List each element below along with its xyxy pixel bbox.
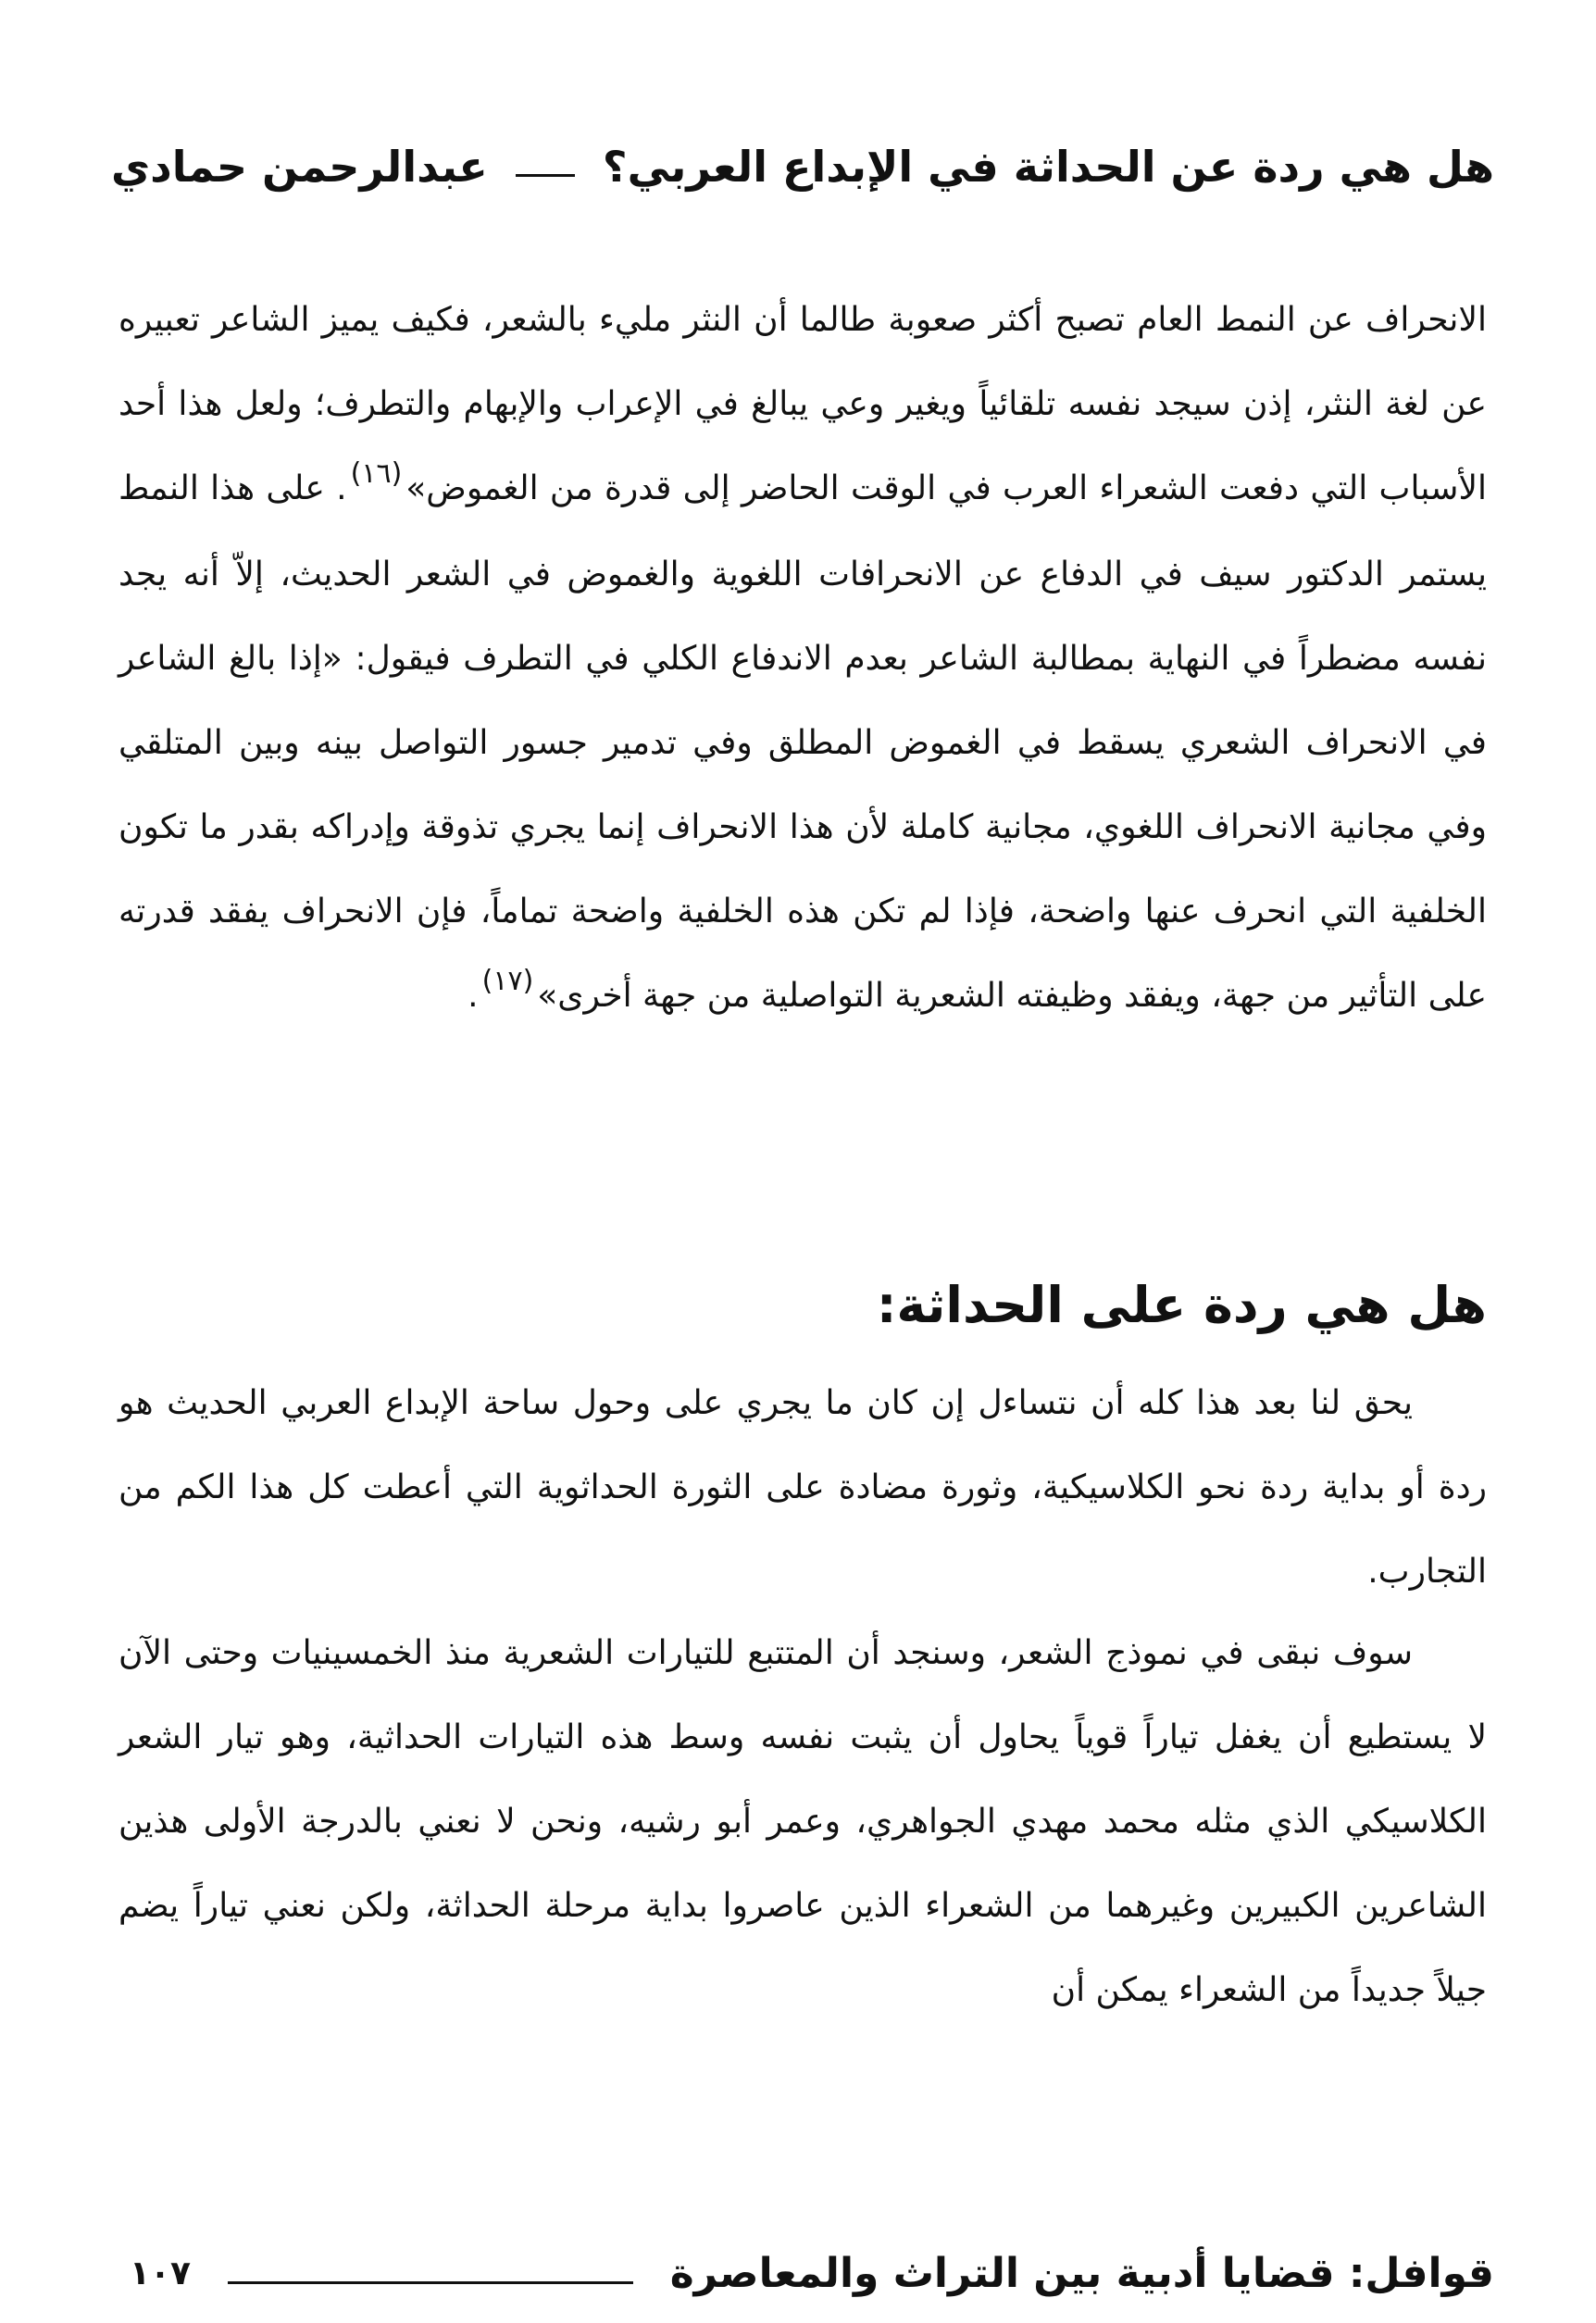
journal-title: قوافل: قضايا أدبية بين التراث والمعاصرة (669, 2249, 1494, 2297)
paragraph-1-text-b: . على هذا النمط يستمر الدكتور سيف في الدفاع عن الانحرافات اللغوية والغموض في الشعر الحديث، إلاّ أنه يجد نفسه مضطراً في النهاية بمطالبة الشاعر بعدم الاندفاع الكلي في التطرف فيقول: «إذا بالغ الشاعر في الانحراف الشعري يسقط في الغموض المطلق وفي تدمير جسور التواصل بينه وبين المتلقي وفي مجانية الانحراف اللغوي، مجانية كاملة لأن هذا الانحراف إنما يجري تذوقة وإدراكه بقدر ما تكون الخلفية التي انحرف عنها واضحة، فإذا لم تكن هذه الخلفية واضحة تماماً، فإن الانحراف يفقد قدرته على التأثير من جهة، ويفقد وظيفته الشعرية التواصلية من جهة أخرى» (118, 469, 1487, 1015)
article-title: هل هي ردة عن الحداثة في الإبداع العربي؟ (602, 142, 1494, 192)
section-heading: هل هي ردة على الحداثة: (876, 1276, 1487, 1334)
paragraph-3-text: سوف نبقى في نموذج الشعر، وسنجد أن المتتبع للتيارات الشعرية منذ الخمسينيات وحتى الآن لا يستطيع أن يغفل تياراً قوياً يحاول أن يثبت نفسه وسط هذه التيارات الحداثية، وهو تيار الشعر الكلاسيكي الذي مثله محمد مهدي الجواهري، وعمر أبو رشيه، ونحن لا نعني بالدرجة الأولى هذين الشاعرين الكبيرين وغيرهما من الشعراء الذين عاصروا بداية مرحلة الحداثة، ولكن نعني تياراً يضم جيلاً جديداً من الشعراء يمكن أن (118, 1634, 1487, 2009)
author-name: عبدالرحمن حمادي (111, 142, 488, 192)
header-rule (516, 174, 575, 177)
running-header (111, 130, 1494, 204)
paragraph-1 (118, 278, 1487, 1040)
paragraph-1-text-a: الانحراف عن النمط العام تصبح أكثر صعوبة طالما أن النثر مليء بالشعر، فكيف يميز الشاعر تعبيره عن لغة النثر، إذن سيجد نفسه تلقائياً ويغير وعي يبالغ في الإعراب والإبهام والتطرف؛ ولعل هذا أحد الأسباب التي دفعت الشعراء العرب في الوقت الحاضر إلى قدرة من الغموض» (118, 301, 1487, 507)
paragraph-1-text-c: . (468, 977, 479, 1015)
running-footer (111, 2241, 1494, 2305)
paragraph-2-text: يحق لنا بعد هذا كله أن نتساءل إن كان ما يجري على وحول ساحة الإبداع العربي الحديث هو ردة أو بداية ردة نحو الكلاسيكية، وثورة مضادة على الثورة الحداثوية التي أعطت كل هذا الكم من التجارب. (118, 1384, 1487, 1591)
footnote-ref-17: (١٧) (481, 965, 534, 997)
paragraph-2 (118, 1361, 1487, 1614)
footer-rule (228, 2281, 633, 2284)
footnote-ref-16: (١٦) (350, 457, 403, 490)
paragraph-3 (118, 1611, 1487, 2032)
page-number: ١٠٧ (130, 2254, 191, 2292)
